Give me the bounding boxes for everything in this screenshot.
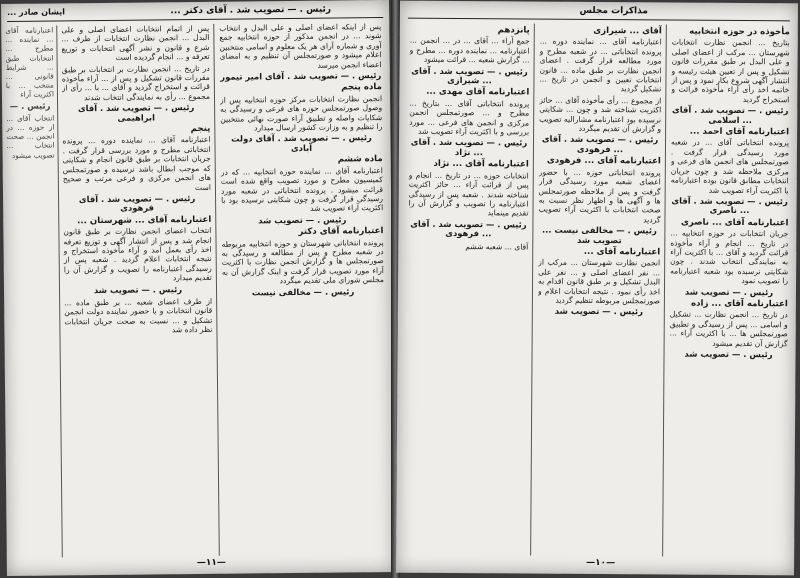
paragraph: پرونده انتخاباتی آقای ... در شعبه مورد رسیدگی قرار گرفت . صورتمجلس های انجمن های فرعی و مرکزی ملاحظه شد و چون جریان انتخابات مطابق قانون بوده اعتبارنامه با اکثریت آراء تصویب شد: [670, 137, 790, 195]
left-column-rule-1: [213, 24, 220, 556]
speaker-line: رئیس . — تصویب شد . آقای ... فرهودی: [541, 134, 659, 155]
paragraph: پرونده انتخاباتی آقای ... بتاریخ ... مطرح و ... صورتمجلس انجمن مرکزی و انجمن های فرعی ... مورد بررسی و با اکثریت آراء تصویب شد: [409, 98, 530, 137]
speaker-line: رئیس . — مخالفی نیست ... تصویب شد: [541, 224, 657, 245]
right-page-number: —۱۰—: [586, 557, 616, 569]
speaker-line: رئیس . — تصویب شد: [93, 283, 183, 295]
left-edge-column: [5, 26, 59, 558]
paragraph: انتخابات حوزه ... در تاریخ ... انجام و پس از قرائت آراء ... حائز اکثریت شناخته شدند . شعبه پس از رسیدگی اعتبارنامه را تصویب و گزارش آن را تقدیم مینماید: [408, 170, 529, 218]
speaker-line: رئیس . — تصویب شد . آقای ... اسلامی: [672, 104, 789, 125]
section-heading: اعتبارنامه آقای مهدی ...: [426, 87, 530, 98]
left-page-number: —۱۱—: [196, 557, 226, 569]
speaker-line: رئیس . — تصویب شد . آقای فرهودی: [78, 192, 196, 214]
paragraph: اعتبارنامه آقای ... نماینده دوره ... پرونده انتخاباتی مطرح و مورد بررسی قرار گرفت . جریان انتخابات بر طبق قانون انجام و شکایتی که موجب ابطال باشد نرسیده و صورتمجلس های انجمن مرکزی و فرعی مرتب و صحیح است: [62, 135, 211, 192]
speaker-line: رئیس . — تصویب شد . آقای ابراهیمی: [77, 102, 195, 123]
paragraph: پس از اتمام انتخابات اعضای اصلی و علی البدل ... انجمن نظارت انتخابات از طرف ... شرع و قانون و نشر آگهی انتخابات و توزیع تعرفه و ... انجام گردیده است: [61, 23, 210, 63]
paragraph: اعتبارنامه آقای ... نماینده ... مطرح ... انتخابات طبق ... شرایط قانونی ... منتخب ... با اکثریت آراء: [5, 25, 55, 100]
speaker-line: رئیس . — تصویب شد . آقای ... شیرازی: [411, 65, 528, 86]
right-column-1: [668, 25, 790, 558]
paragraph: پرونده انتخاباتی حوزه ... با حضور اعضای شعبه مورد رسیدگی قرار گرفت و پس از ملاحظه صورتمجلس ها و آگهی ها و اظهار نظر نسبت به صحت انتخابات با اکثریت آراء تصویب گردید: [538, 167, 661, 225]
right-head-rule: [408, 18, 790, 22]
right-column-rule-1: [662, 24, 667, 556]
section-heading: اعتبارنامه آقای ... زاده: [691, 298, 788, 310]
section-heading: اعتبارنامه آقای ... شهرستان ...: [77, 214, 212, 226]
speaker-line: رئیس . — تصویب شد . آقای ... فرهودی: [410, 218, 527, 239]
paragraph: در تاریخ ... انجمن نظارت بر انتخابات بر طبق مقررات قانون تشکیل و پس از ... آراء مأخوذه قرائت و استخراج گردید و آقای ... با ... رأی از مجموع ... رأی به نمایندگی انتخاب شدند: [61, 63, 211, 103]
paragraph: انتخاب آقای ... از حوزه ... در انجمن ... صحت انتخاب ... تصویب میشود: [6, 113, 55, 160]
paragraph: از طرف اعضای شعبه ... بر طبق ماده ... قانون انتخابات و با حضور نماینده دولت انجمن تشکیل و ... نسبت به صحت جریان انتخابات نظر داده شد: [64, 296, 213, 335]
paragraph: انجمن نظارت انتخابات مرکز حوزه انتخابیه پس از وصول صورتمجلس حوزه های فرعی و رسیدگی به شکایات واصله و تطبیق آراء صورت نهائی منتخبین را تنظیم و به وزارت کشور ارسال میدارد: [219, 93, 383, 133]
paragraph: بتاریخ ... انجمن نظارت انتخابات شهرستان ... مرکب از اعضای اصلی و علی البدل بر طبق مقررات قانون تشکیل و پس از تعیین هیئت رئیسه و انتشار آگهی شروع بکار نمود و پس از خاتمه اخذ رأی آراء مأخوذه قرائت و استخراج گردید: [671, 37, 790, 105]
section-heading: پانزدهم: [497, 25, 530, 36]
paragraph: اعتبارنامه آقای ... نماینده دوره ... پرونده انتخاباتی ... در شعبه مطرح و مورد مطالعه قرار گرفت . اعضای انجمن نظارت بر طبق ماده ... قانون انتخابات تعیین و انجمن در تاریخ ... تشکیل گردید: [539, 37, 662, 94]
section-heading: اعتبارنامه آقای ... نژاد: [433, 159, 529, 170]
speaker-line: رئیس . — تصویب شد . آقای ... ناصری: [671, 195, 788, 216]
left-edge-head: ایشان صادر ...: [7, 7, 66, 17]
speaker-line: رئیس . —: [9, 100, 51, 111]
speaker-line: رئیس . — تصویب شد . آقای ... نژاد: [410, 137, 528, 158]
section-heading: اعتبارنامه آقای دکتر: [298, 226, 384, 238]
section-heading: پنجم: [190, 123, 211, 135]
paragraph: پس از اینکه اعضای اصلی و علی البدل و انتخاب شوند ... در انجمن مذکور از حوزه انتخابیه جمع آوری و شماره آرای هر یک معلوم و اسامی منتخبین اعلام میشود و صورتمجلس آن تنظیم و به امضای اعضاء انجمن میرسد: [219, 22, 382, 70]
section-heading: آقای ... شیرازی: [593, 25, 662, 37]
speaker-line: رئیس . — تصویب شد: [684, 348, 773, 360]
left-column-2: [61, 24, 215, 558]
right-column-2: [536, 24, 662, 557]
section-heading: اعتبارنامه آقای ... ناصری: [681, 217, 789, 229]
left-running-head: رئیس . — تصویب شد . آقای دکتر ...: [170, 4, 332, 17]
section-heading: مأخوذه در حوزه انتخابیه: [689, 26, 790, 38]
paragraph: جمع آراء ... آقای ... در ... انجمن ... اعتبارنامه ... نماینده دوره ... مطرح و ... گزارش شعبه ... قرائت میشود: [409, 36, 530, 65]
section-heading: اعتبارنامه آقای احمد ...: [689, 126, 790, 138]
speaker-line: رئیس . — تصویب شد . آقای امیر تیمور: [220, 70, 382, 82]
paragraph: آقای ... شعبه ششم: [465, 241, 529, 252]
section-heading: ماده ششم: [337, 154, 383, 165]
speaker-line: رئیس . — مخالفی نیست: [251, 285, 355, 297]
section-heading: ماده پنجم: [341, 82, 382, 93]
speaker-line: رئیس . — تصویب شد . آقای دولت آبادی: [230, 132, 372, 153]
right-page: [396, 1, 798, 576]
paragraph: اعتبارنامه آقای ... نماینده حوزه انتخابیه ... که در کمیسیون مطرح و مورد تصویب واقع شده است قرائت میشود . پرونده انتخاباتی در شعبه مورد رسیدگی قرار گرفت و چون شکایتی نرسیده بود با اکثریت آراء تصویب شد: [220, 165, 384, 214]
paragraph: از مجموع ... رأی مأخوذه آقای ... حائز اکثریت شناخته شد و چون ... شکایتی نرسیده بود اعتبارنامه مشارالیه تصویب و گزارش آن تقدیم میگردد: [539, 95, 662, 134]
speaker-line: رئیس . — تصویب شد: [684, 286, 774, 297]
speaker-line: رئیس . — تصویب شد: [258, 214, 347, 226]
paragraph: در تاریخ ... انجمن نظارت ... تشکیل و اسامی ... پس از رسیدگی و تطبیق صورتمجلس ها ... با اکثریت آراء ... گزارش آن تقدیم میشود: [669, 309, 788, 348]
left-column-1: [219, 22, 387, 556]
section-heading: اعتبارنامه آقای ...: [583, 246, 661, 258]
section-heading: اعتبارنامه آقای ... فرهودی: [546, 155, 661, 167]
paragraph: پرونده انتخاباتی شهرستان و حوزه انتخابیه مربوطه در شعبه مطرح و پس از مطالعه و رسیدگی به صورتمجلس ها و گزارش انجمن نظارت با اکثریت آراء مورد تصویب قرار گرفت و اینک گزارش آن به مجلس شورای ملی تقدیم میگردد: [221, 237, 384, 286]
paragraph: انجمن نظارت شهرستان ... مرکب از ... نفر اعضای اصلی و ... نفر علی البدل تشکیل و بر طبق قانون اقدام به اخذ رأی نمود . نتیجه انتخابات اعلام و صورتمجلس مربوطه تنظیم گردید: [537, 257, 661, 306]
paragraph: جریان انتخابات در حوزه انتخابیه ... در تاریخ ... انجام و آراء مأخوذه قرائت گردید و آقای ... با اکثریت آراء به نمایندگی انتخاب شدند . چون شکایتی نرسیده بود شعبه اعتبارنامه را تصویب نمود: [670, 228, 789, 286]
right-column-rule-2: [530, 24, 535, 556]
right-running-head: مذاکرات مجلس: [579, 5, 648, 17]
right-column-3: [406, 23, 530, 556]
speaker-line: رئیس . — تصویب شد: [554, 306, 643, 317]
paragraph: انتخاب اعضای انجمن نظارت بر طبق قانون انجام شد و پس از انتشار آگهی و توزیع تعرفه اخذ رأی بعمل آمد و آراء مأخوذه استخراج و نتیجه انتخابات اعلام گردید . شعبه پس از رسیدگی اعتبارنامه را تصویب و گزارش آن را تقدیم میدارد: [63, 225, 212, 283]
left-page: [1, 0, 395, 576]
